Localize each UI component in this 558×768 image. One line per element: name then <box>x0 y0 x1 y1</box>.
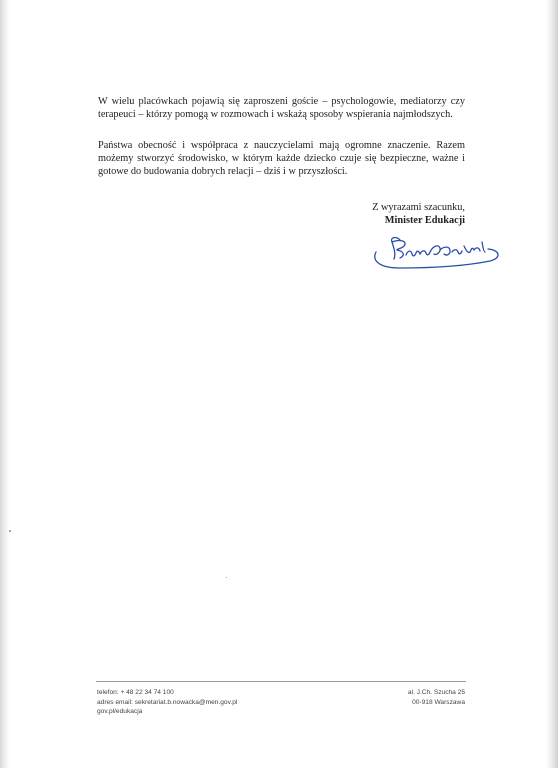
letter-paragraph-2: Państwa obecność i współpraca z nauczycielami mają ogromne znaczenie. Razem możemy stworzyć środowisko, w którym każde dziecko czuje się bezpieczne, ważne i gotowe do budowania dobrych relacji – dziś i w przyszłości. <box>98 140 465 178</box>
footer-email: adres email: sekretariat.b.nowacka@men.gov.pl <box>97 698 238 706</box>
footer-contact <box>97 688 237 717</box>
closing-phrase: Z wyrazami szacunku, <box>372 202 465 213</box>
footer-address-city: 00-918 Warszawa <box>412 698 465 706</box>
closing-block <box>372 201 465 227</box>
page-edge-shadow-left <box>0 0 10 768</box>
footer-phone: telefon: + 48 22 34 74 100 <box>97 689 174 696</box>
footer-address <box>408 688 465 707</box>
scan-speck <box>226 577 227 578</box>
handwritten-signature <box>370 228 502 272</box>
footer-divider <box>96 681 466 682</box>
scan-speck <box>9 530 11 532</box>
signatory-role: Minister Edukacji <box>384 215 465 227</box>
letter-paragraph-1: W wielu placówkach pojawią się zaproszeni goście – psychologowie, mediatorzy czy terapeuci – którzy pomogą w rozmowach i wskażą sposoby wspierania najmłodszych. <box>98 96 465 121</box>
page-edge-shadow-right <box>546 0 558 768</box>
footer-website: gov.pl/edukacja <box>97 708 143 716</box>
footer-address-street: al. J.Ch. Szucha 25 <box>407 689 465 696</box>
